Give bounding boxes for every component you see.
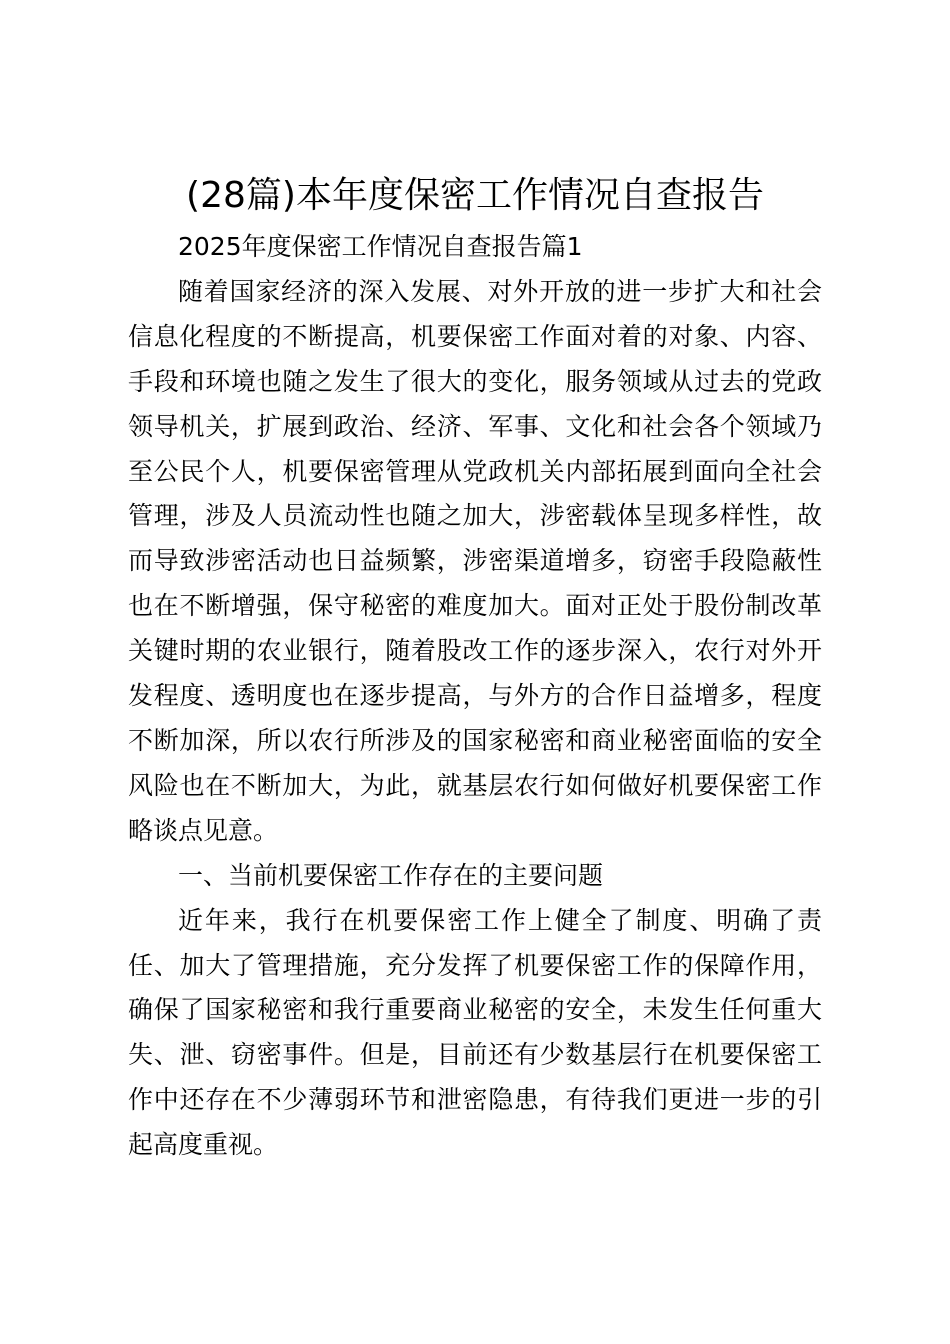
body-paragraph: 随着国家经济的深入发展、对外开放的进一步扩大和社会信息化程度的不断提高，机要保密工作面对着的对象、内容、手段和环境也随之发生了很大的变化，服务领域从过去的党政领导机关，扩展到政治、经济、军事、文化和社会各个领域乃至公民个人，机要保密管理从党政机关内部拓展到面向全社会管理，涉及人员流动性也随之加大，涉密载体呈现多样性，故而导致涉密活动也日益频繁，涉密渠道增多，窃密手段隐蔽性也在不断增强，保守秘密的难度加大。面对正处于股份制改革关键时期的农业银行，随着股改工作的逐步深入，农行对外开发程度、透明度也在逐步提高，与外方的合作日益增多，程度不断加深，所以农行所涉及的国家秘密和商业秘密面临的安全风险也在不断加大，为此，就基层农行如何做好机要保密工作略谈点见意。 [128,276,822,845]
body-paragraph: 近年来，我行在机要保密工作上健全了制度、明确了责任、加大了管理措施，充分发挥了机要保密工作的保障作用，确保了国家秘密和我行重要商业秘密的安全，未发生任何重大失、泄、窃密事件。但是，目前还有少数基层行在机要保密工作中还存在不少薄弱环节和泄密隐患，有待我们更进一步的引起高度重视。 [128,905,822,1160]
subtitle-paragraph: 2025年度保密工作情况自查报告篇1 [178,232,583,261]
document-body [128,225,822,1168]
section-heading: 一、当前机要保密工作存在的主要问题 [178,860,604,890]
document-title: (28篇)本年度保密工作情况自查报告 [186,175,764,216]
